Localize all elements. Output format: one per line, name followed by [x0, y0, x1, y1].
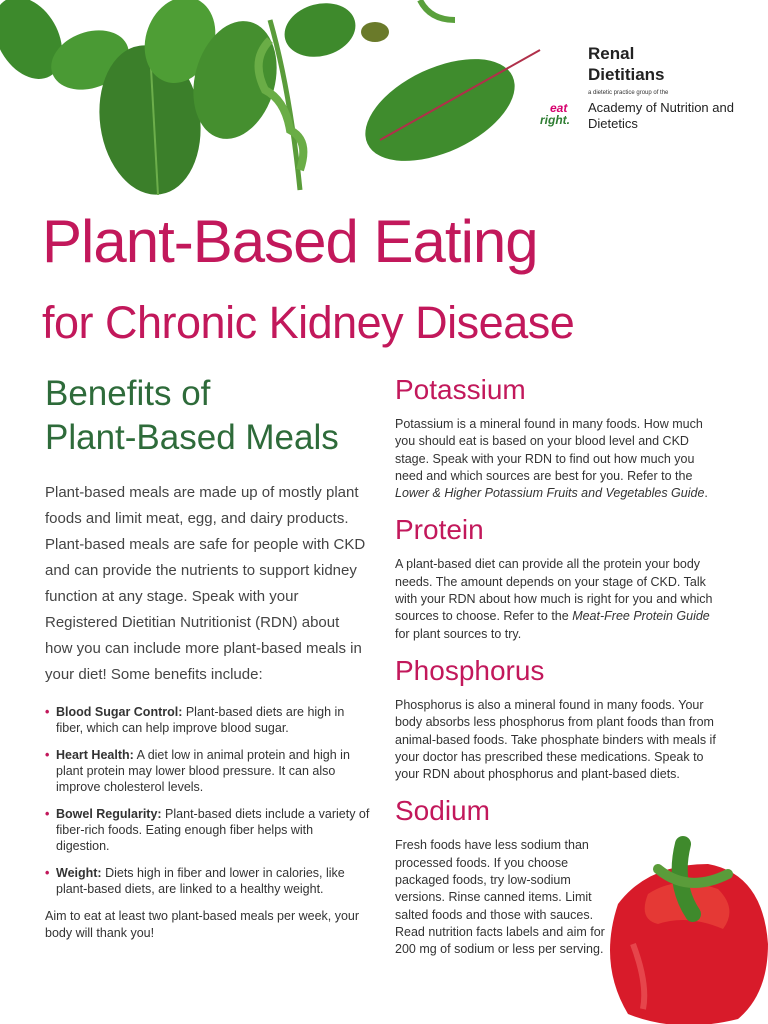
logo-org-line2: Dietitians [588, 65, 665, 84]
protein-heading: Protein [395, 514, 484, 546]
page-title: Plant-Based Eating [42, 208, 538, 275]
benefit-text: Plant-based diets are high in fiber, which can help improve blood sugar. [56, 705, 345, 735]
benefits-heading [45, 372, 370, 460]
potassium-guide-ref: Lower & Higher Potassium Fruits and Vegetables Guide [395, 486, 705, 501]
renal-dietitians-logo [538, 44, 738, 134]
logo-org-line1: Renal [588, 44, 635, 63]
logo-tagline: a dietetic practice group of the [588, 90, 669, 96]
benefits-heading-line2: Plant-Based Meals [45, 418, 339, 457]
bullet-icon: • [45, 807, 50, 821]
logo-right: right. [540, 113, 570, 127]
benefit-text: Diets high in fiber and lower in calories, like plant-based diets, are linked to a healthy weight. [56, 866, 345, 896]
benefit-text: A diet low in animal protein and high in plant protein may lower blood pressure. It can also improve cholesterol levels. [56, 748, 350, 794]
protein-end: for plant sources to try. [395, 626, 522, 641]
list-item [45, 865, 370, 897]
bullet-icon: • [45, 748, 50, 762]
potassium-body: Potassium is a mineral found in many foods. How much you should eat is based on your blood level and CKD stage. Speak with your RDN to find out how much you need and which sources are best for you. Refer to the [395, 417, 703, 483]
potassium-end: . [704, 486, 708, 501]
bullet-icon: • [45, 866, 50, 880]
protein-body: A plant-based diet can provide all the protein your body needs. The amount depends on your stage of CKD. Talk with your RDN about how much is right for you and which sources to choose. Refer to the [395, 557, 713, 624]
benefits-list [45, 704, 370, 897]
phosphorus-heading: Phosphorus [395, 654, 545, 686]
sodium-text: Fresh foods have less sodium than processed foods. If you choose packaged foods, try low-sodium versions. Rinse canned items. Limit salted foods and those with sauces. Read nutrition facts labels and aim for 200 mg of sodium or less per serving. [395, 838, 605, 957]
benefits-intro: Plant-based meals are made up of mostly plant foods and limit meat, egg, and dairy products. Plant-based meals are safe for people with CKD and can provide the nutrients to support kidney function at any stage. Speak with your Registered Dietitian Nutritionist (RDN) about how you can include more plant-based meals in your diet! Some benefits include: [45, 484, 366, 683]
potassium-heading: Potassium [395, 374, 526, 405]
protein-guide-ref: Meat-Free Protein Guide [572, 609, 710, 624]
logo-eat: eat [550, 101, 568, 115]
benefits-heading-line1: Benefits of [45, 374, 211, 413]
benefit-text: Plant-based diets include a variety of fiber-rich foods. Eating enough fiber helps with digestion. [56, 807, 370, 853]
potassium-text [395, 416, 725, 502]
list-item [45, 747, 370, 795]
page-subtitle: for Chronic Kidney Disease [42, 297, 575, 348]
protein-text [395, 556, 725, 642]
list-item [45, 806, 370, 854]
sodium-heading: Sodium [395, 795, 490, 827]
benefits-section [45, 372, 370, 942]
logo-academy: Academy of Nutrition and Dietetics [588, 100, 734, 131]
benefit-label: Heart Health: [56, 748, 134, 762]
nutrients-section [395, 372, 725, 969]
benefit-label: Weight: [56, 866, 102, 880]
bullet-icon: • [45, 705, 50, 719]
benefit-label: Bowel Regularity: [56, 807, 162, 821]
benefit-label: Blood Sugar Control: [56, 705, 183, 719]
list-item [45, 704, 370, 736]
benefits-closing: Aim to eat at least two plant-based meals per week, your body will thank you! [45, 909, 360, 940]
phosphorus-text: Phosphorus is also a mineral found in many foods. Your body absorbs less phosphorus from plant foods than from animal-based foods. Take phosphate binders with meals if your doctor has prescribed these medications. Speak to your RDN about phosphorus and plant-based diets. [395, 697, 716, 782]
spinach-leaves-image [0, 0, 560, 200]
